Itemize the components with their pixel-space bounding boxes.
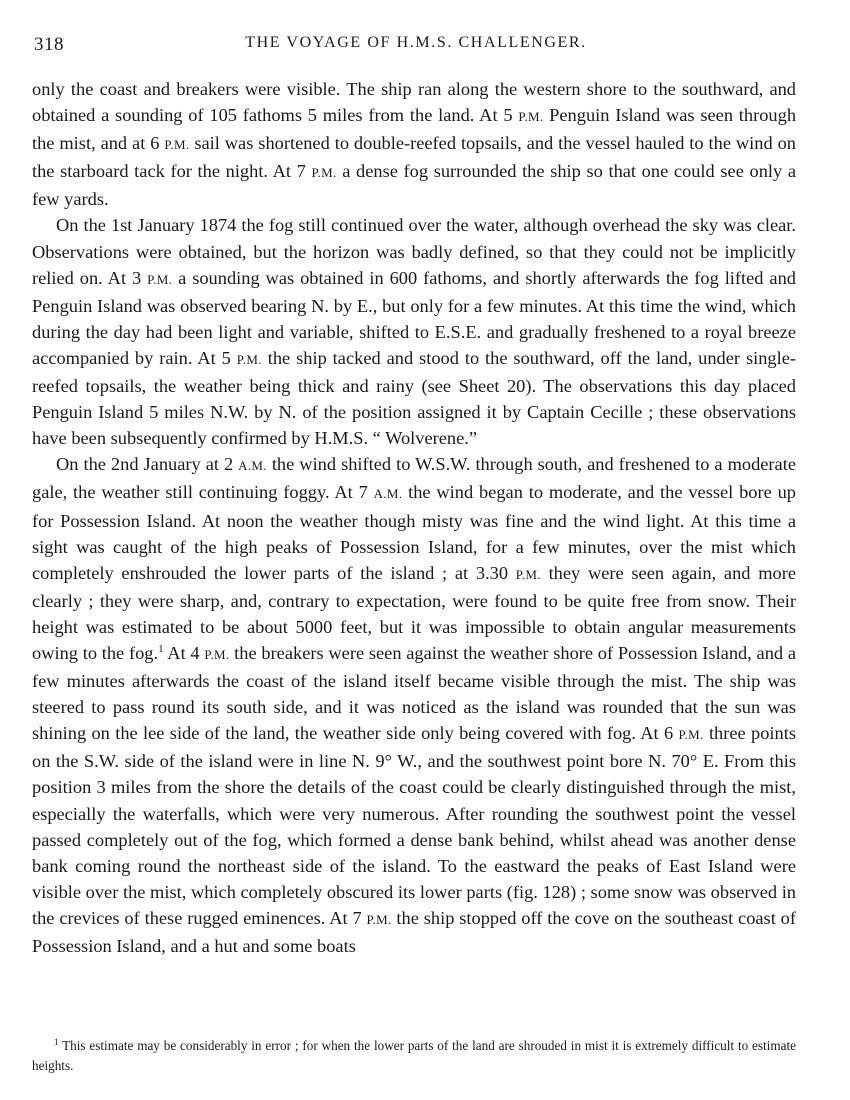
time-abbreviation: P.M. (204, 646, 230, 662)
text-run: the ship stopped off the cove on the southeast coast of Possession Island, and a hut and some boats (32, 907, 796, 956)
text-run: Penguin Island was seen through the mist, and at 6 (32, 105, 797, 154)
running-title: THE VOYAGE OF H.M.S. CHALLENGER. (245, 34, 587, 51)
time-abbreviation: P.M. (311, 165, 337, 181)
text-run: the ship tacked and stood to the southward, off the land, under single-reefed topsails, the weather being thick and rainy (see Sheet 20). The observations this day placed Penguin Island 5 miles N.W. by N. of the position assigned it by Captain Cecille ; these observations have been subsequently confirmed by H.M.S. “ Wolverene.” (32, 347, 796, 449)
footnote (32, 1036, 796, 1076)
paragraph (32, 451, 796, 959)
time-abbreviation: P.M. (366, 911, 392, 927)
time-abbreviation: P.M. (164, 137, 190, 153)
text-run: they were seen again, and more clearly ; they were sharp, and, contrary to expectation, were found to be quite free from snow. Their height was estimated to be about 5000 feet, but it was impossible to obtain angular measurements owing to the fog. (32, 562, 796, 663)
time-abbreviation: P.M. (678, 727, 704, 743)
paragraph (32, 76, 796, 212)
text-run: the breakers were seen against the weather shore of Possession Island, and a few minutes afterwards the coast of the island itself became visible through the mist. The ship was steered to pass round its south side, and it was noticed as the island was rounded that the sun was shining on the lee side of the land, the weather side only being covered with fog. At 6 (32, 642, 797, 744)
time-abbreviation: P.M. (518, 109, 544, 125)
footnote-marker: 1 (54, 1037, 59, 1047)
paragraph (32, 212, 796, 451)
text-run: sail was shortened to double-reefed topsails, and the vessel hauled to the wind on the starboard tack for the night. At 7 (32, 133, 796, 182)
footnote-reference: 1 (158, 642, 164, 655)
text-run: the wind began to moderate, and the vessel bore up for Possession Island. At noon the weather though misty was fine and the wind light. At this time a sight was caught of the high peaks of Possession Island, for a few minutes, over the mist which completely enshrouded the lower parts of the island ; at 3.30 (32, 482, 796, 583)
text-run: On the 1st January 1874 the fog still continued over the water, although overhead the sky was clear. Observations were obtained, but the horizon was badly defined, so that they could not be implicitly relied on. At 3 (32, 215, 796, 288)
text-run: At 4 (163, 642, 205, 663)
text-run: On the 2nd January at 2 (56, 454, 239, 475)
text-run: a dense fog surrounded the ship so that one could see only a few yards. (32, 161, 796, 210)
text-run: the wind shifted to W.S.W. through south, and freshened to a moderate gale, the weather still continuing foggy. At 7 (32, 454, 796, 503)
time-abbreviation: A.M. (238, 458, 267, 474)
page-number: 318 (34, 34, 64, 55)
page-header (34, 34, 798, 58)
footnote-text: This estimate may be considerably in error ; for when the lower parts of the land are shrouded in mist it is extremely difficult to estimate heights. (32, 1038, 796, 1073)
body-text (32, 76, 796, 959)
text-run: only the coast and breakers were visible. The ship ran along the western shore to the southward, and obtained a sounding of 105 fathoms 5 miles from the land. At 5 (32, 79, 796, 126)
text-run: three points on the S.W. side of the island were in line N. 9° W., and the southwest point bore N. 70° E. From this position 3 miles from the shore the details of the coast could be clearly distinguished through the mist, especially the waterfalls, which were very numerous. After rounding the southwest point the vessel passed completely out of the fog, which formed a dense bank behind, whilst ahead was another dense bank coming round the northeast side of the island. To the eastward the peaks of East Island were visible over the mist, which completely obscured its lower parts (fig. 128) ; some snow was observed in the crevices of these rugged eminences. At 7 (32, 723, 796, 928)
time-abbreviation: P.M. (515, 566, 541, 582)
time-abbreviation: A.M. (373, 486, 403, 502)
text-run: a sounding was obtained in 600 fathoms, and shortly afterwards the fog lifted and Penguin Island was observed bearing N. by E., but only for a few minutes. At this time the wind, which during the day had been light and variable, shifted to E.S.E. and gradually freshened to a royal breeze accompanied by rain. At 5 (32, 267, 796, 368)
time-abbreviation: P.M. (147, 271, 173, 287)
time-abbreviation: P.M. (236, 351, 262, 367)
